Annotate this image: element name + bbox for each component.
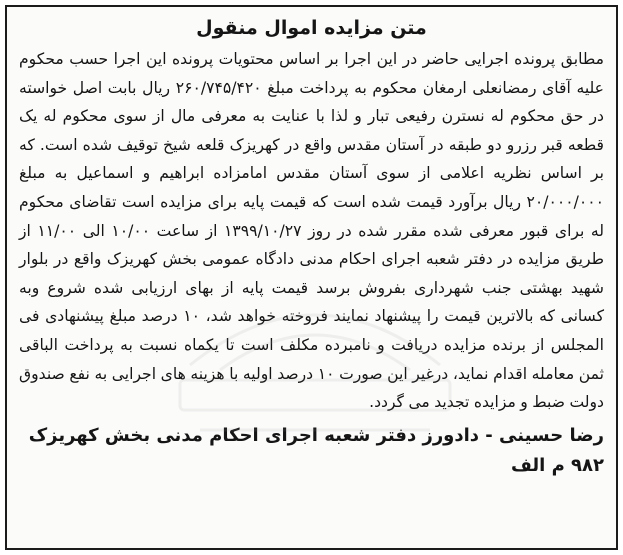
notice-title: متن مزایده اموال منقول [196, 17, 427, 39]
notice-code: ۹۸۲ م الف [510, 454, 604, 476]
notice-body: مطابق پرونده اجرایی حاضر در این اجرا بر اساس محتویات پرونده این اجرا حسب محکوم علیه آقای رمضانعلی ارمغان محکوم به پرداخت مبلغ ۲۶۰/۷۴۵/۴۲۰ ریال بابت اصل خواسته در حق محکوم له نسترن رفیعی تبار و لذا با عنایت به معرفی مال از سوی محکوم له یک قطعه قبر رزرو دو طبقه در آستان مقدس واقع در کهریزک قلعه شیخ توقیف شده است. که بر اساس نظریه اعلامی از سوی آستان مقدس امامزاده ابراهیم و اسماعیل به مبلغ ۲۰/۰۰۰/۰۰۰ ریال برآورد قیمت شده است که قیمت پایه برای مزایده است تقاضای محکوم له برای قبور معرفی شده مقرر شده در روز ۱۳۹۹/۱۰/۲۷ از ساعت ۱۰/۰۰ الی ۱۱/۰۰ از طریق مزایده در دفتر شعبه اجرای احکام مدنی دادگاه عمومی بخش کهریزک واقع در بلوار شهید بهشتی جنب شهرداری بفروش برسد قیمت پایه از بهای ارزیابی شده شروع وبه کسانی که بالاترین قیمت را پیشنهاد نمایند فروخته خواهد شد، ۱۰ درصد مبلغ پیشنهادی فی المجلس از برنده مزایده دریافت و نامبرده مکلف است تا یکماه نسبت به پرداخت الباقی ثمن معامله اقدام نماید، درغیر این صورت ۱۰ درصد اولیه با هزینه های اجرایی به نفع صندوق دولت ضبط و مزایده تجدید می گردد. [19, 50, 604, 412]
auction-notice [5, 5, 618, 550]
signature-line: رضا حسینی - دادورز دفتر شعبه اجرای احکام مدنی بخش کهریزک [28, 424, 604, 446]
